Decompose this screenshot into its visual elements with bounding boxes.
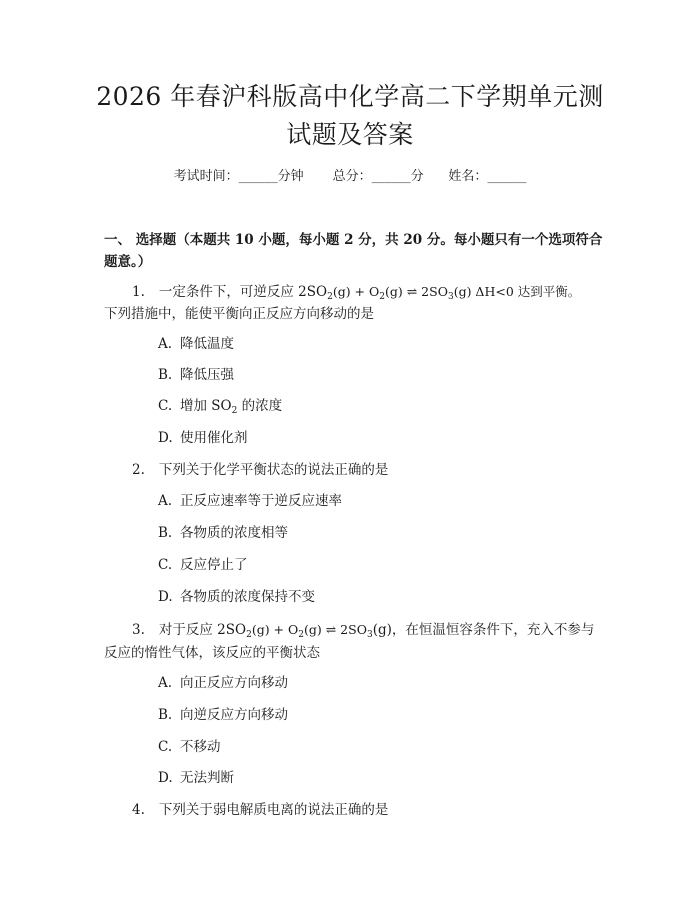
option-text: 增加 SO — [180, 398, 232, 414]
section-heading-line-1: 一、 选择题（本题共 10 小题，每小题 2 分，共 20 分。每小题只有一个选项符合 — [104, 232, 603, 248]
option-text: 不移动 — [180, 739, 221, 755]
option-letter: A. — [158, 336, 173, 352]
option-letter: C. — [158, 398, 173, 414]
question-1-option-a[interactable] — [158, 334, 234, 354]
score-label: 总分： — [332, 169, 372, 184]
option-text: 向逆反应方向移动 — [180, 707, 288, 723]
name-label: 姓名： — [448, 169, 488, 184]
question-number: 2. — [132, 462, 145, 478]
question-text: (g) + O — [251, 622, 299, 637]
option-text: 使用催化剂 — [180, 430, 248, 446]
question-number: 3. — [132, 622, 145, 638]
question-3-line-1 — [104, 618, 614, 642]
exam-info — [0, 167, 700, 187]
subscript: 2 — [327, 292, 333, 302]
option-text: 各物质的浓度相等 — [180, 525, 288, 541]
question-2-option-d[interactable] — [158, 587, 315, 607]
question-text: 对于反应 2SO — [158, 622, 247, 638]
option-text: 反应停止了 — [180, 557, 248, 573]
option-text: 向正反应方向移动 — [180, 675, 288, 691]
option-text: 的浓度 — [237, 398, 283, 414]
option-letter: A. — [158, 675, 173, 691]
option-letter: C. — [158, 739, 173, 755]
section-heading-line-2: 题意。） — [104, 254, 152, 270]
question-text: 下列关于弱电解质电离的说法正确的是 — [158, 802, 389, 818]
time-label: 考试时间： — [173, 169, 239, 184]
question-3-option-b[interactable] — [158, 705, 288, 725]
option-letter: A. — [158, 493, 173, 509]
question-1-line-2: 下列措施中，能使平衡向正反应方向移动的是 — [104, 306, 374, 322]
subscript: 2 — [379, 292, 385, 302]
question-text: (g) ΔH<0 达到平衡。 — [453, 284, 581, 299]
question-1-line-1 — [104, 280, 614, 304]
question-2-option-c[interactable] — [158, 555, 248, 575]
question-number: 4. — [132, 802, 145, 818]
subscript: 2 — [246, 630, 252, 640]
question-3-option-d[interactable] — [158, 768, 234, 788]
option-text: 正反应速率等于逆反应速率 — [180, 493, 342, 509]
option-text: 降低压强 — [180, 367, 234, 383]
option-letter: D. — [158, 589, 173, 605]
question-1-option-b[interactable] — [158, 365, 234, 385]
question-number: 1. — [132, 284, 145, 300]
name-blank: ______ — [487, 169, 527, 184]
score-blank: ______ — [371, 169, 411, 184]
score-unit: 分 — [410, 169, 424, 184]
page-title-line-1: 2026 年春沪科版高中化学高二下学期单元测 — [96, 82, 604, 111]
option-text: 降低温度 — [180, 336, 234, 352]
option-letter: B. — [158, 367, 173, 383]
question-text: (g) + O — [332, 284, 380, 299]
option-text: 各物质的浓度保持不变 — [180, 589, 315, 605]
question-1-option-c[interactable] — [158, 396, 282, 416]
option-letter: C. — [158, 557, 173, 573]
question-text: 一定条件下，可逆反应 2SO — [158, 284, 328, 300]
question-3-option-a[interactable] — [158, 673, 288, 693]
subscript: 3 — [447, 292, 454, 302]
question-1-option-d[interactable] — [158, 428, 248, 448]
question-2-line-1 — [104, 458, 614, 482]
page-title-line-2: 试题及答案 — [286, 120, 414, 149]
subscript: 3 — [366, 630, 373, 640]
option-letter: D. — [158, 430, 173, 446]
question-3-option-c[interactable] — [158, 737, 221, 757]
question-text: (g)，在恒温恒容条件下，充入不参与 — [372, 622, 595, 638]
question-4-line-1 — [104, 798, 614, 822]
option-text: 无法判断 — [180, 770, 234, 786]
option-letter: B. — [158, 525, 173, 541]
time-blank: ______ — [238, 169, 278, 184]
time-unit: 分钟 — [277, 169, 304, 184]
question-2-option-a[interactable] — [158, 491, 342, 511]
subscript: 2 — [298, 630, 304, 640]
question-text: (g) ⇌ 2SO — [385, 284, 448, 299]
question-2-option-b[interactable] — [158, 523, 288, 543]
option-letter: D. — [158, 770, 173, 786]
question-text: (g) ⇌ 2SO — [304, 622, 367, 637]
option-letter: B. — [158, 707, 173, 723]
question-3-line-2: 反应的惰性气体，该反应的平衡状态 — [104, 645, 320, 661]
subscript: 2 — [231, 406, 238, 416]
question-text: 下列关于化学平衡状态的说法正确的是 — [158, 462, 389, 478]
